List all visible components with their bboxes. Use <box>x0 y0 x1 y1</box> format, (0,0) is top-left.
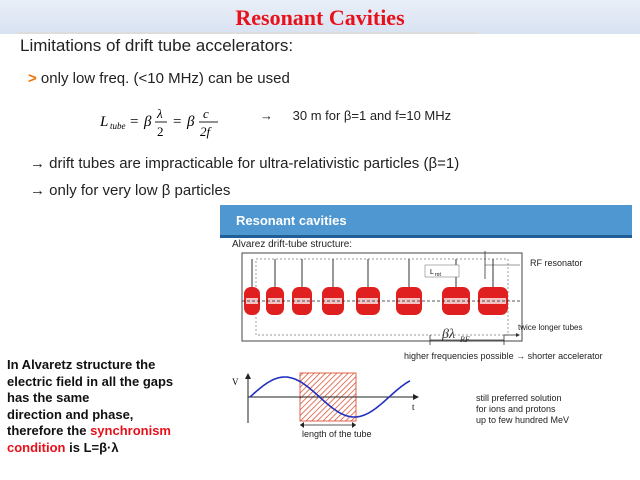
figure-header-text: Resonant cavities <box>236 213 347 228</box>
explanation-line-2: electric field in all the gaps <box>7 373 174 389</box>
tube-length-formula <box>100 102 260 142</box>
arrow-icon: → <box>30 182 45 199</box>
result-text: 30 m for β=1 and f=10 MHz <box>292 108 452 123</box>
bullet-marker: > <box>28 70 37 87</box>
explanation-pre: therefore the <box>7 423 91 438</box>
v-axis-label: V <box>232 377 239 387</box>
bullet-text: only for very low β particles <box>49 182 231 199</box>
length-of-tube-label: length of the tube <box>302 429 372 439</box>
formula-two-f: 2f <box>200 124 211 139</box>
twice-longer-label: twice longer tubes <box>518 323 583 332</box>
explanation-line-1: In Alvaretz structure the <box>7 357 156 372</box>
note-line-3: up to few hundred MeV <box>476 415 570 425</box>
result-arrow: → <box>260 108 273 123</box>
beta-lambda-label: βλ <box>442 327 456 342</box>
bullet-low-frequency <box>28 70 290 87</box>
bullet-text: drift tubes are impracticable for ultra-relativistic particles (β=1) <box>49 155 460 172</box>
formula-beta-1: β <box>144 114 152 130</box>
heading-divider <box>18 32 478 34</box>
figure-subtitle: Alvarez drift-tube structure: <box>232 239 353 250</box>
explanation-line-6 <box>7 440 215 457</box>
arrow-icon: → <box>30 155 45 172</box>
section-heading: Limitations of drift tube accelerators: <box>20 36 294 55</box>
formula-equals-2: = <box>173 114 182 130</box>
beta-lambda-sub: RF <box>460 335 470 344</box>
l-rot-sub: rot <box>435 272 441 278</box>
formula-lhs: L <box>100 114 109 130</box>
condition-word: condition <box>7 439 66 455</box>
explanation-post: is L=β·λ <box>65 439 119 455</box>
preferred-solution-note <box>476 393 569 426</box>
formula-equals-1: = <box>130 114 139 130</box>
explanation-line-5 <box>7 423 215 440</box>
note-line-2: for ions and protons <box>476 404 556 414</box>
higher-frequency-label: higher frequencies possible → shorter accelerator <box>404 351 603 361</box>
voltage-wave-plot <box>220 365 632 445</box>
explanation-textbox <box>3 357 215 479</box>
bullet-impracticable <box>30 155 459 172</box>
explanation-line-4: direction and phase, <box>7 406 134 422</box>
explanation-line-3: has the same <box>7 390 90 405</box>
bullet-text: only low freq. (<10 MHz) can be used <box>36 70 290 87</box>
result-line <box>260 108 451 123</box>
formula-lambda: λ <box>157 106 163 121</box>
figure-header <box>220 205 632 235</box>
formula-two: 2 <box>157 124 164 139</box>
note-line-1: still preferred solution <box>476 393 562 403</box>
t-axis-label: t <box>412 402 415 412</box>
bullet-low-beta <box>30 182 230 199</box>
slide-title: Resonant Cavities <box>235 5 405 30</box>
formula-beta-2: β <box>187 114 195 130</box>
l-rot-label: L <box>430 269 434 276</box>
synchronism-word: synchronism <box>90 423 171 438</box>
formula-lhs-sub: tube <box>110 121 126 131</box>
formula-c: c <box>203 106 209 121</box>
alvarez-figure <box>220 205 632 480</box>
rf-resonator-label: RF resonator <box>530 258 583 268</box>
figure-header-rule <box>220 235 632 238</box>
